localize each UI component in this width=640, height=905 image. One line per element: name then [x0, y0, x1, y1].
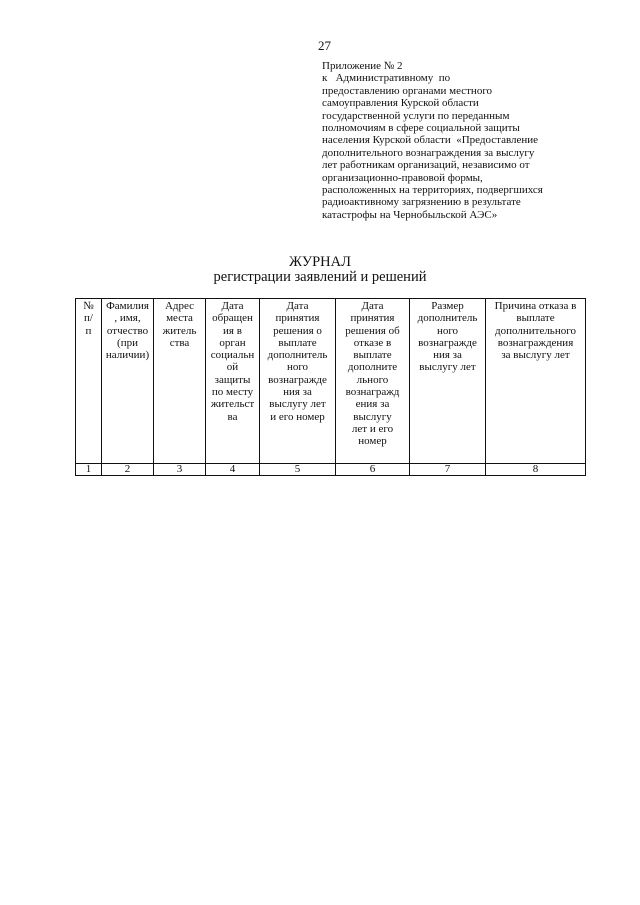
header-line: выплате — [353, 349, 392, 362]
header-line: принятия — [275, 312, 320, 325]
column-number-cell: 4 — [206, 464, 260, 476]
document-title: ЖУРНАЛ — [289, 254, 351, 270]
page-number: 27 — [318, 38, 331, 53]
header-cell-application-date — [206, 299, 260, 464]
header-line: номер — [358, 435, 387, 448]
header-line: льного — [356, 373, 389, 386]
header-line: дополнительного — [495, 324, 576, 337]
appendix-line: организационно-правовой формы, — [322, 171, 483, 184]
header-line: Фамилия — [106, 300, 149, 312]
header-line: места — [166, 312, 193, 325]
header-cell-number — [76, 299, 102, 464]
header-line: п/ — [84, 312, 93, 325]
header-line: решения об — [345, 324, 400, 337]
header-line: , имя, — [114, 312, 141, 325]
journal-table — [75, 298, 586, 476]
column-number-cell: 7 — [410, 464, 486, 476]
header-line: ения за — [355, 398, 390, 411]
header-cell-address — [154, 299, 206, 464]
header-cell-refusal-reason — [486, 299, 586, 464]
appendix-line: катастрофы на Чернобыльской АЭС» — [322, 208, 498, 221]
appendix-note — [322, 60, 597, 221]
appendix-line: предоставлению органами местного — [322, 84, 493, 97]
header-line: выплате — [516, 312, 555, 325]
appendix-line: полномочиям в сфере социальной защиты — [322, 122, 520, 135]
header-line: наличии) — [105, 349, 150, 362]
column-number-cell: 1 — [76, 464, 102, 476]
appendix-line: расположенных на территориях, подвергшихся — [322, 184, 543, 197]
header-cell-full-name — [102, 299, 154, 464]
header-line: п — [85, 324, 92, 337]
header-line: дополнитель — [267, 349, 328, 362]
appendix-line: к Административному по — [322, 72, 451, 85]
header-line: житель — [162, 324, 197, 337]
header-line: социальн — [210, 349, 255, 362]
header-line: и его номер — [270, 410, 325, 423]
table-row — [76, 464, 586, 476]
column-number-cell: 2 — [102, 464, 154, 476]
appendix-line: самоуправления Курской области — [322, 97, 479, 110]
header-line: № — [83, 300, 94, 312]
header-line: ния за — [433, 349, 462, 362]
header-line: вознагражд — [345, 386, 400, 399]
appendix-line: радиоактивному загрязнению в результате — [322, 196, 521, 209]
header-line: ства — [169, 336, 190, 349]
column-number-cell: 6 — [336, 464, 410, 476]
appendix-line: лет работникам организаций, независимо от — [322, 159, 530, 172]
header-cell-payment-decision — [260, 299, 336, 464]
header-line: Дата — [286, 300, 309, 312]
header-line: выслугу лет — [269, 398, 326, 411]
header-line: дополнитель — [417, 312, 478, 325]
header-line: лет и его — [351, 422, 394, 435]
header-line: вознагражде — [268, 373, 327, 386]
table-header-row — [76, 299, 586, 464]
header-line: ного — [436, 324, 459, 337]
header-line: решения о — [273, 324, 322, 337]
header-line: Дата — [361, 300, 384, 312]
header-cell-amount — [410, 299, 486, 464]
header-line: ния за — [283, 386, 312, 399]
header-line: Причина отказа в — [494, 300, 577, 312]
header-line: ой — [226, 361, 239, 374]
header-line: выплате — [278, 336, 317, 349]
header-line: дополните — [347, 361, 398, 374]
header-line: ва — [227, 410, 238, 423]
header-line: выслугу лет — [419, 361, 476, 374]
header-line: Размер — [431, 300, 464, 312]
column-number-cell: 5 — [260, 464, 336, 476]
header-line: ного — [286, 361, 309, 374]
header-line: вознаграждения — [497, 336, 574, 349]
header-line: Адрес — [164, 300, 195, 312]
appendix-line: Приложение № 2 — [322, 60, 403, 72]
header-line: выслугу — [353, 410, 392, 423]
column-number-cell: 3 — [154, 464, 206, 476]
appendix-line: населения Курской области «Предоставление — [322, 134, 539, 147]
appendix-line: государственной услуги по переданным — [322, 109, 510, 122]
header-line: отчество — [106, 324, 149, 337]
column-number-cell: 8 — [486, 464, 586, 476]
header-line: за выслугу лет — [501, 349, 570, 362]
header-line: ия в — [223, 324, 242, 337]
header-line: (при — [117, 336, 138, 349]
header-line: принятия — [350, 312, 395, 325]
appendix-line: дополнительного вознаграждения за выслугу — [322, 146, 535, 159]
header-cell-refusal-decision — [336, 299, 410, 464]
header-line: орган — [219, 336, 246, 349]
header-line: по месту — [211, 386, 254, 399]
header-line: защиты — [214, 373, 251, 386]
header-line: отказе в — [353, 336, 392, 349]
header-line: вознагражде — [418, 336, 477, 349]
header-line: обращен — [212, 312, 253, 325]
document-subtitle: регистрации заявлений и решений — [213, 269, 427, 285]
header-line: жительст — [210, 398, 255, 411]
header-line: Дата — [221, 300, 244, 312]
